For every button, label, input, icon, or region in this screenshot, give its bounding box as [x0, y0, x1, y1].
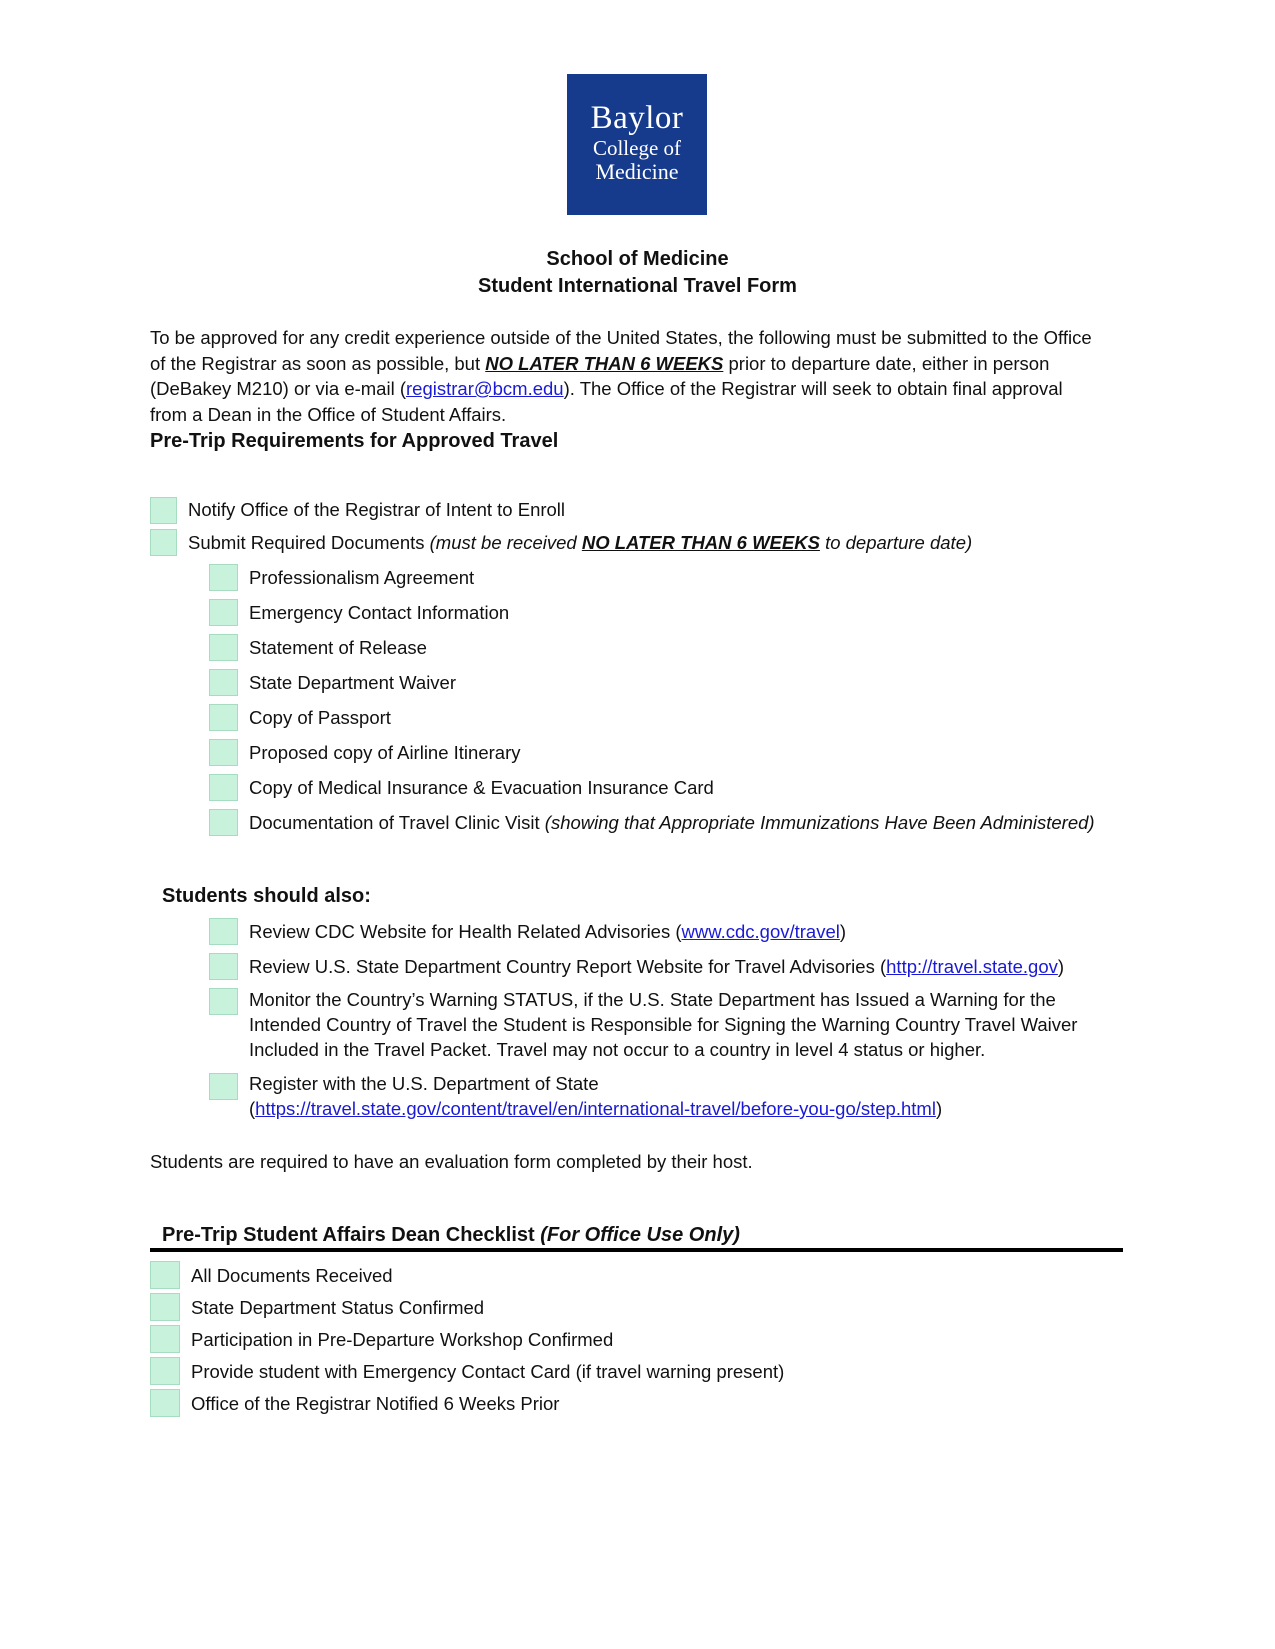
logo-line-1: Baylor [590, 99, 684, 136]
workshop-confirmed-label: Participation in Pre-Departure Workshop Confirmed [191, 1329, 614, 1350]
monitor-warning-label: Monitor the Country’s Warning STATUS, if the U.S. State Department has Issued a Warning for the Intended Country of Travel the Student is Responsible for Signing the Warning Country Travel Waiver Included in the Travel Packet. Travel may not occur to a country in level 4 status or higher. [249, 989, 1078, 1060]
register-close-paren: ) [935, 1098, 943, 1119]
review-state-dept-text: Review U.S. State Department Country Report Website for Travel Advisories ( [249, 956, 887, 977]
checkbox-submit-documents[interactable] [150, 529, 177, 556]
dean-checklist-note: (For Office Use Only) [540, 1224, 740, 1246]
checkbox-review-state-dept[interactable] [209, 953, 238, 980]
checkbox-review-cdc[interactable] [209, 918, 238, 945]
register-open-paren: ( [249, 1098, 256, 1119]
checkbox-professionalism-agreement[interactable] [209, 564, 238, 591]
checkbox-insurance-card[interactable] [209, 774, 238, 801]
intro-text-2: prior to departure date, either in person (DeBakey M210) or via e-mail ( [150, 352, 1050, 399]
state-dept-status-label: State Department Status Confirmed [191, 1297, 485, 1318]
register-state-dept-link-line [249, 1096, 942, 1121]
checkbox-registrar-notified[interactable] [150, 1389, 180, 1417]
registrar-email-link[interactable]: registrar@bcm.edu [406, 378, 564, 399]
review-cdc-label [249, 919, 846, 944]
baylor-logo [567, 74, 707, 215]
form-title: Student International Travel Form [478, 275, 797, 297]
checkbox-notify-registrar[interactable] [150, 497, 177, 524]
step-registration-link[interactable]: https://travel.state.gov/content/travel/en/international-travel/before-you-go/step.html [255, 1098, 936, 1119]
intro-text-3: ). The Office of the Registrar will seek to obtain final approval from a Dean in the Office of Student Affairs. [150, 378, 1063, 425]
checkbox-register-state-dept[interactable] [209, 1073, 238, 1100]
travel-clinic-visit-label [249, 810, 1095, 835]
school-title: School of Medicine [546, 248, 729, 270]
checkbox-state-dept-waiver[interactable] [209, 669, 238, 696]
dean-checklist-title: Pre-Trip Student Affairs Dean Checklist [162, 1224, 541, 1246]
checkbox-monitor-warning[interactable] [209, 988, 238, 1015]
review-cdc-close: ) [839, 921, 847, 942]
checkbox-airline-itinerary[interactable] [209, 739, 238, 766]
all-documents-received-label: All Documents Received [191, 1265, 393, 1286]
travel-clinic-note: (showing that Appropriate Immunizations Have Been Administered) [544, 812, 1095, 833]
note-deadline: NO LATER THAN 6 WEEKS [581, 532, 820, 553]
submit-documents-label [188, 530, 972, 555]
students-also-heading: Students should also: [162, 885, 371, 907]
pretrip-heading: Pre-Trip Requirements for Approved Travel [150, 430, 559, 452]
checkbox-emergency-contact[interactable] [209, 599, 238, 626]
submit-documents-text: Submit Required Documents [188, 532, 430, 553]
cdc-travel-link[interactable]: www.cdc.gov/travel [681, 921, 840, 942]
statement-of-release-label: Statement of Release [249, 637, 427, 658]
notify-registrar-label: Notify Office of the Registrar of Intent to Enroll [188, 499, 566, 520]
checkbox-copy-of-passport[interactable] [209, 704, 238, 731]
evaluation-note: Students are required to have an evaluation form completed by their host. [150, 1151, 753, 1172]
register-state-dept-label: Register with the U.S. Department of State [249, 1073, 599, 1094]
note-pre: (must be received [429, 532, 582, 553]
checkbox-travel-clinic-visit[interactable] [209, 809, 238, 836]
travel-state-gov-link[interactable]: http://travel.state.gov [886, 956, 1058, 977]
review-cdc-text: Review CDC Website for Health Related Advisories ( [249, 921, 682, 942]
insurance-card-label: Copy of Medical Insurance & Evacuation Insurance Card [249, 777, 714, 798]
review-state-dept-label [249, 954, 1064, 979]
review-state-dept-close: ) [1057, 956, 1065, 977]
submit-documents-note [430, 532, 973, 553]
state-dept-waiver-label: State Department Waiver [249, 672, 457, 693]
registrar-notified-label: Office of the Registrar Notified 6 Weeks Prior [191, 1393, 560, 1414]
checkbox-all-documents-received[interactable] [150, 1261, 180, 1289]
checkbox-emergency-contact-card[interactable] [150, 1357, 180, 1385]
intro-deadline: NO LATER THAN 6 WEEKS [485, 352, 724, 374]
checkbox-state-dept-status[interactable] [150, 1293, 180, 1321]
intro-text-1: To be approved for any credit experience outside of the United States, the following must be submitted to the Office of the Registrar as soon as possible, but [150, 327, 1092, 374]
note-post: to departure date) [819, 532, 973, 553]
airline-itinerary-label: Proposed copy of Airline Itinerary [249, 742, 521, 763]
logo-line-3: Medicine [595, 158, 679, 184]
emergency-contact-card-label: Provide student with Emergency Contact Card (if travel warning present) [191, 1361, 785, 1382]
checkbox-workshop-confirmed[interactable] [150, 1325, 180, 1353]
intro-paragraph [150, 325, 1100, 427]
dean-checklist-rule [150, 1248, 1123, 1252]
copy-of-passport-label: Copy of Passport [249, 707, 391, 728]
travel-clinic-text: Documentation of Travel Clinic Visit [249, 812, 545, 833]
emergency-contact-label: Emergency Contact Information [249, 602, 510, 623]
logo-line-2: College of [592, 135, 682, 160]
professionalism-agreement-label: Professionalism Agreement [249, 567, 475, 588]
dean-checklist-heading [162, 1222, 740, 1248]
checkbox-statement-of-release[interactable] [209, 634, 238, 661]
